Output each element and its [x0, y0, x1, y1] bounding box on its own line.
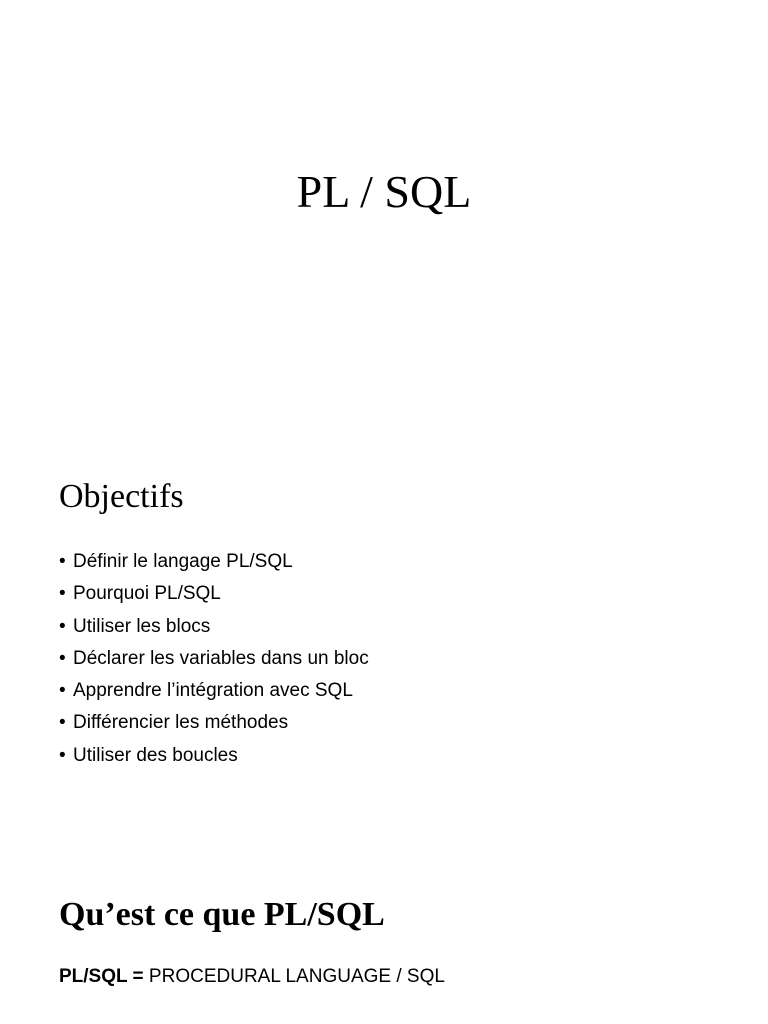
objectives-list [59, 546, 369, 772]
list-item-text: Apprendre l’intégration avec SQL [73, 680, 353, 702]
list-item [59, 740, 369, 772]
bullet-icon: • [59, 647, 66, 669]
list-item [59, 578, 369, 610]
list-item [59, 643, 369, 675]
objectives-heading: Objectifs [59, 478, 184, 515]
list-item [59, 675, 369, 707]
list-item-text: Différencier les méthodes [73, 712, 289, 734]
list-item-text: Utiliser des boucles [73, 744, 238, 766]
bullet-icon: • [59, 551, 66, 572]
bullet-icon: • [59, 744, 66, 766]
bullet-icon: • [59, 615, 66, 637]
definition-heading: Qu’est ce que PL/SQL [59, 896, 385, 933]
definition-text: PROCEDURAL LANGUAGE / SQL [143, 966, 445, 987]
list-item-text: Définir le langage PL/SQL [73, 551, 293, 572]
list-item-text: Déclarer les variables dans un bloc [73, 647, 369, 669]
list-item [59, 546, 369, 578]
page-title: PL / SQL [296, 166, 472, 217]
list-item-text: Pourquoi PL/SQL [73, 583, 221, 605]
definition-term: PL/SQL = [59, 966, 144, 987]
bullet-icon: • [59, 712, 66, 734]
list-item-text: Utiliser les blocs [73, 615, 211, 637]
bullet-icon: • [59, 680, 66, 702]
list-item [59, 611, 369, 643]
bullet-icon: • [59, 583, 66, 605]
list-item [59, 707, 369, 739]
definition-line [59, 963, 445, 991]
